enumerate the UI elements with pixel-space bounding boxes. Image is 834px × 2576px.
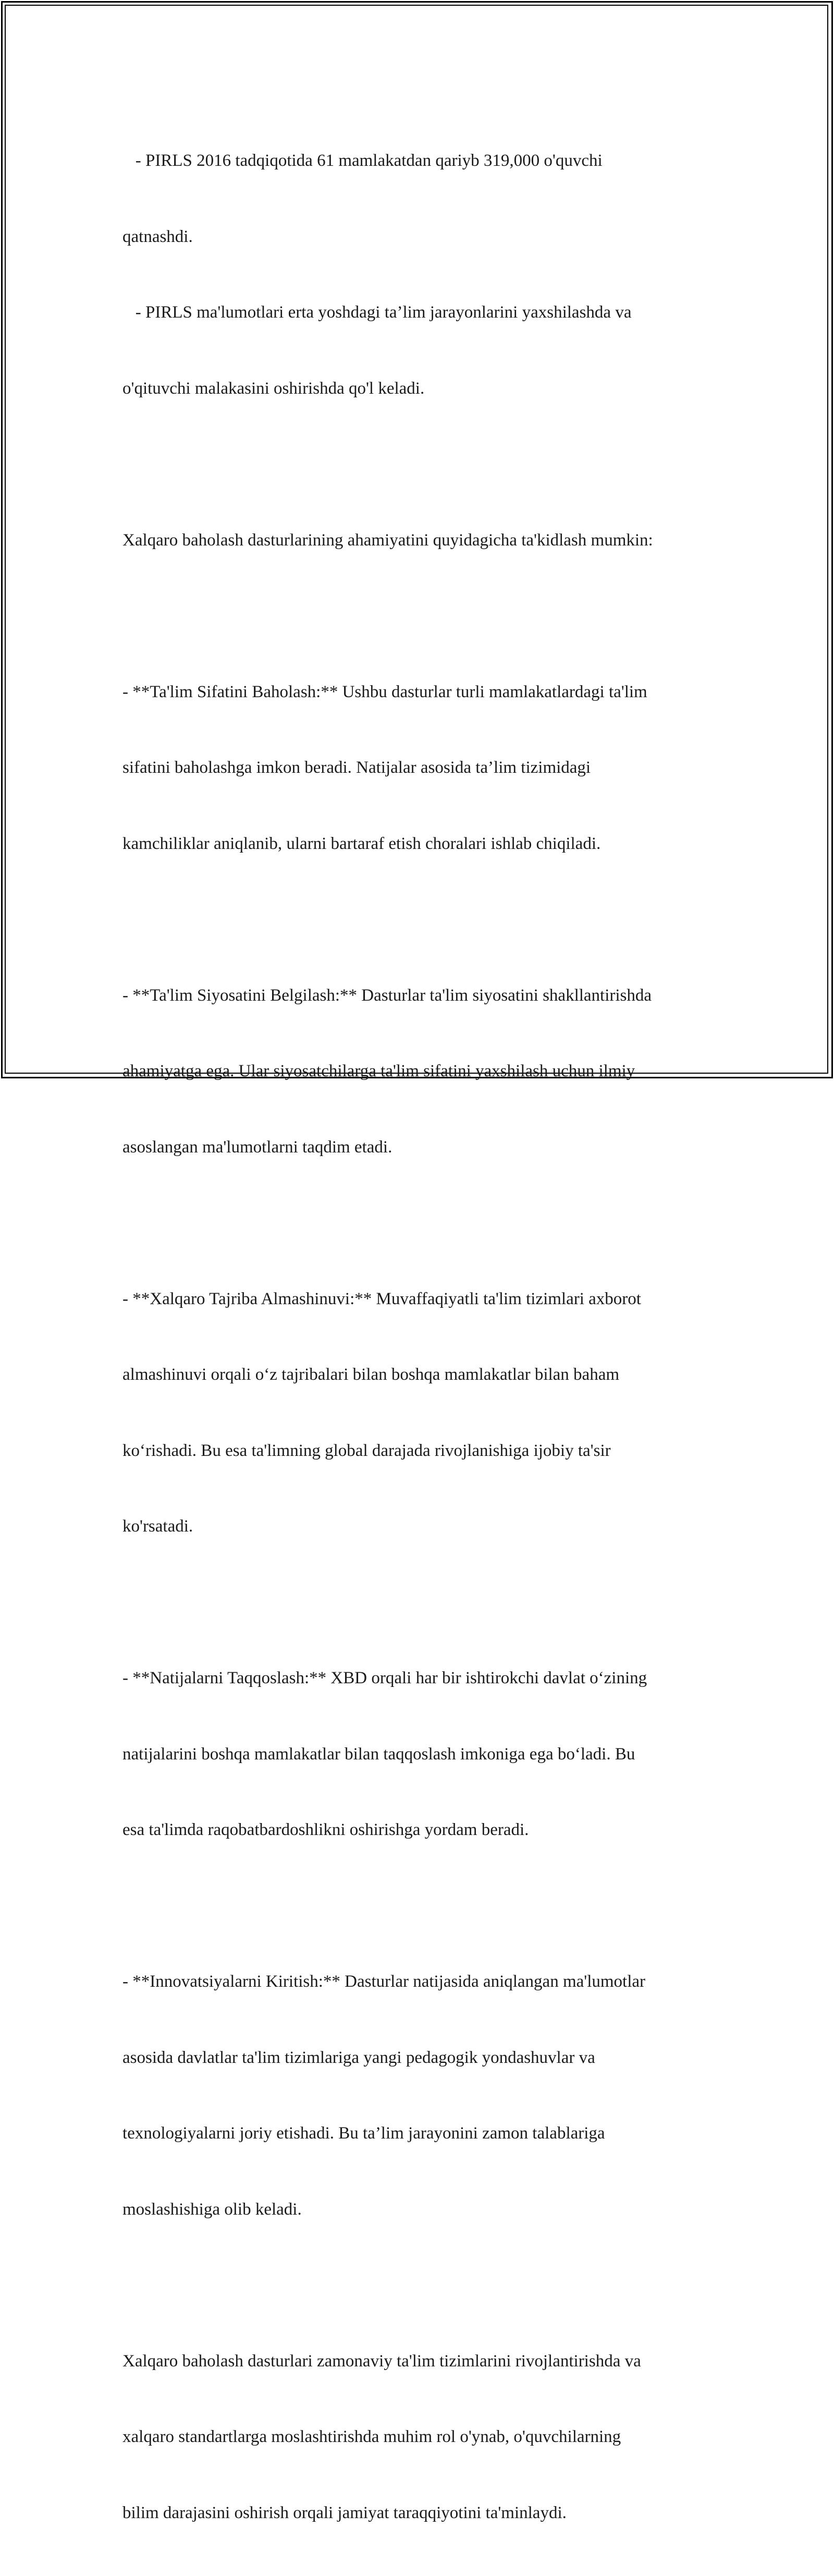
bullet-paragraph (122, 1615, 717, 1893)
text-line: - PIRLS ma'lumotlari erta yoshdagi ta’lim jarayonlarini yaxshilashda va (122, 300, 717, 325)
text-line: Xalqaro baholash dasturlarining ahamiyatini quyidagicha ta'kidlash mumkin: (122, 528, 717, 553)
text-line: - PIRLS 2016 tadqiqotida 61 mamlakatdan qariyb 319,000 o'quvchi (122, 148, 717, 174)
text-line: xalqaro standartlarga moslashtirishda muhim rol o'ynab, o'quvchilarning (122, 2424, 717, 2450)
text-line: texnologiyalarni joriy etishadi. Bu ta’lim jarayonini zamon talablariga (122, 2121, 717, 2146)
document-body (122, 98, 717, 2576)
text-line: qatnashdi. (122, 224, 717, 250)
bullet-paragraph (122, 1236, 717, 1590)
text-line: asoslangan ma'lumotlarni taqdim etadi. (122, 1135, 717, 1160)
section-heading-paragraph (122, 477, 717, 604)
conclusion-paragraph (122, 2298, 717, 2576)
text-line: - **Ta'lim Siyosatini Belgilash:** Dasturlar ta'lim siyosatini shakllantirishda (122, 983, 717, 1008)
bullet-paragraph (122, 629, 717, 907)
text-line: ahamiyatga ega. Ular siyosatchilarga ta'lim sifatini yaxshilash uchun ilmiy (122, 1059, 717, 1084)
text-line: - **Innovatsiyalarni Kiritish:** Dasturlar natijasida aniqlangan ma'lumotlar (122, 1969, 717, 1995)
text-line: Xalqaro baholash dasturlari zamonaviy ta'lim tizimlarini rivojlantirishda va (122, 2349, 717, 2374)
text-line: bilim darajasini oshirish orqali jamiyat taraqqiyotini ta'minlaydi. (122, 2500, 717, 2526)
text-line: almashinuvi orqali o‘z tajribalari bilan boshqa mamlakatlar bilan baham (122, 1362, 717, 1388)
text-line: moslashishiga olib keladi. (122, 2197, 717, 2222)
text-line: o'qituvchi malakasini oshirishda qo'l keladi. (122, 376, 717, 402)
text-line: kamchiliklar aniqlanib, ularni bartaraf etish choralari ishlab chiqiladi. (122, 831, 717, 857)
text-line: asosida davlatlar ta'lim tizimlariga yangi pedagogik yondashuvlar va (122, 2045, 717, 2071)
bullet-paragraph (122, 1918, 717, 2273)
text-line: natijalarini boshqa mamlakatlar bilan taqqoslash imkoniga ega bo‘ladi. Bu (122, 1742, 717, 1767)
text-line: ko'rsatadi. (122, 1514, 717, 1539)
text-line: - **Xalqaro Tajriba Almashinuvi:** Muvaffaqiyatli ta'lim tizimlari axborot (122, 1286, 717, 1312)
text-line: - **Natijalarni Taqqoslash:** XBD orqali har bir ishtirokchi davlat o‘zining (122, 1666, 717, 1691)
text-line: ko‘rishadi. Bu esa ta'limning global darajada rivojlanishiga ijobiy ta'sir (122, 1438, 717, 1464)
intro-paragraph (122, 98, 717, 452)
bullet-paragraph (122, 932, 717, 1211)
text-line: esa ta'limda raqobatbardoshlikni oshirishga yordam beradi. (122, 1817, 717, 1843)
text-line: sifatini baholashga imkon beradi. Natijalar asosida ta’lim tizimidagi (122, 755, 717, 781)
text-line: - **Ta'lim Sifatini Baholash:** Ushbu dasturlar turli mamlakatlardagi ta'lim (122, 679, 717, 705)
